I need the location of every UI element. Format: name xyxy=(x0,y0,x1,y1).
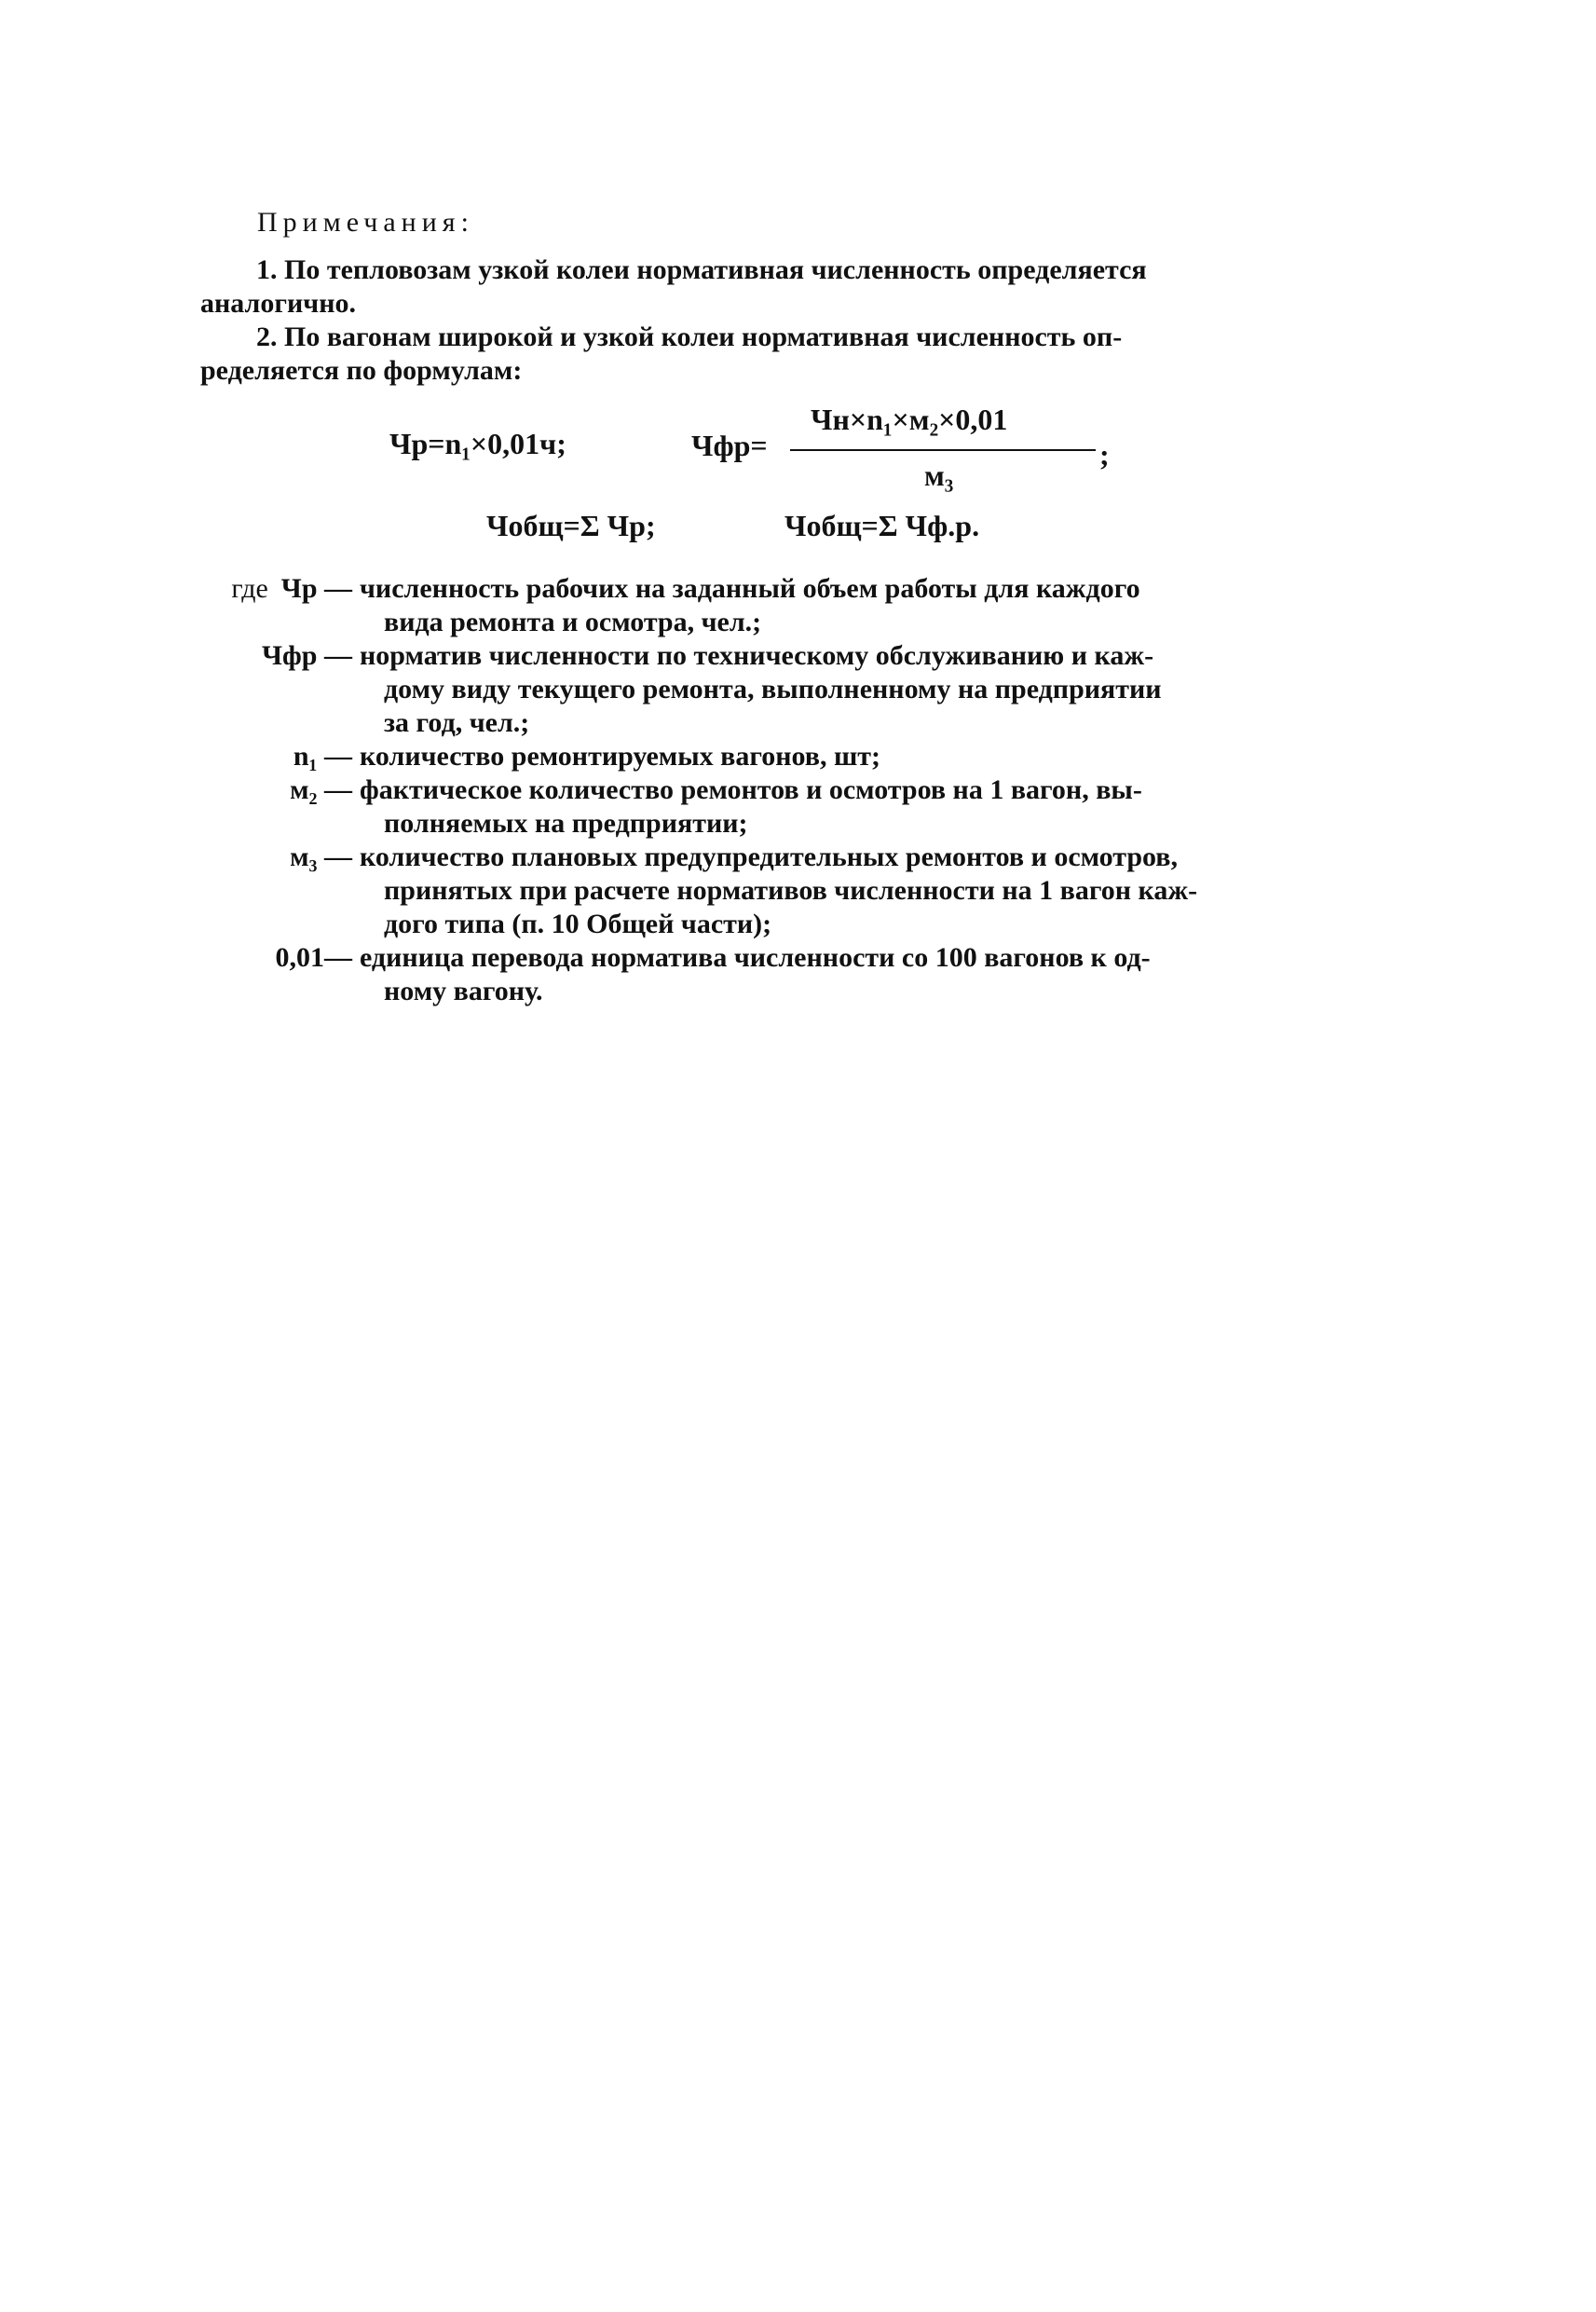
definition-line: фактическое количество ремонтов и осмотров на 1 вагон, вы- xyxy=(360,774,1142,805)
definition-symbol: м₂ — xyxy=(290,774,352,805)
definition-text xyxy=(352,572,1407,639)
formula-norm-end: ; xyxy=(1099,438,1110,472)
note-1-line-1: 1. По тепловозам узкой колеи нормативная численность определяется xyxy=(256,254,1147,285)
definition-line: норматив численности по техническому обслуживанию и каж- xyxy=(360,640,1154,671)
definition-symbol: n₁ — xyxy=(293,741,352,772)
definition-line: единица перевода норматива численности со 100 вагонов к од- xyxy=(360,942,1151,973)
definition-symbol: Чфр — xyxy=(262,640,352,671)
formula-total-workers: Чобщ=Σ Чр; xyxy=(486,509,656,542)
definition-symbol: 0,01— xyxy=(275,942,352,973)
definition-line: численность рабочих на заданный объем работы для каждого xyxy=(360,573,1140,604)
formula-norm-denominator: м₃ xyxy=(924,458,954,492)
definition-symbol: м₃ — xyxy=(290,841,352,872)
note-1 xyxy=(200,253,1402,321)
definition-line: ному вагону. xyxy=(384,976,543,1006)
definition-text xyxy=(352,740,1407,773)
definition-line: дого типа (п. 10 Общей части); xyxy=(384,909,772,939)
definition-text xyxy=(352,773,1407,841)
symbol-label: Чр — xyxy=(280,573,352,604)
definition-item xyxy=(177,740,1407,773)
definition-text xyxy=(352,941,1407,1008)
definition-line: вида ремонта и осмотра, чел.; xyxy=(384,607,762,637)
definition-line: количество ремонтируемых вагонов, шт; xyxy=(360,741,881,772)
definition-item xyxy=(177,773,1407,841)
fraction-bar xyxy=(790,449,1096,451)
definitions-list xyxy=(177,572,1407,1008)
definition-text xyxy=(352,841,1407,941)
formula-workers: Чр=n₁×0,01ч; xyxy=(389,427,566,460)
definition-symbol xyxy=(177,572,352,639)
note-2 xyxy=(200,321,1402,388)
note-2-line-1: 2. По вагонам широкой и узкой колеи нормативная численность оп- xyxy=(256,321,1123,352)
definition-line: дому виду текущего ремонта, выполненному на предприятии xyxy=(384,674,1162,705)
notes-heading: Примечания: xyxy=(257,207,474,238)
definition-text xyxy=(352,639,1407,740)
definition-line: полняемых на предприятии; xyxy=(384,808,748,839)
definition-item xyxy=(177,639,1407,740)
note-2-line-2: ределяется по формулам: xyxy=(200,355,523,386)
definition-item xyxy=(177,941,1407,1008)
formula-norm-numerator: Чн×n₁×м₂×0,01 xyxy=(811,403,1008,436)
definition-line: за год, чел.; xyxy=(384,707,530,738)
definition-item xyxy=(177,572,1407,639)
note-1-line-2: аналогично. xyxy=(200,288,356,319)
definition-item xyxy=(177,841,1407,941)
formula-norm-lhs: Чфр= xyxy=(691,429,768,462)
formula-total-norm: Чобщ=Σ Чф.р. xyxy=(784,509,980,542)
definition-line: принятых при расчете нормативов численности на 1 вагон каж- xyxy=(384,875,1198,906)
where-word: где xyxy=(231,573,268,604)
definition-line: количество плановых предупредительных ремонтов и осмотров, xyxy=(360,841,1179,872)
